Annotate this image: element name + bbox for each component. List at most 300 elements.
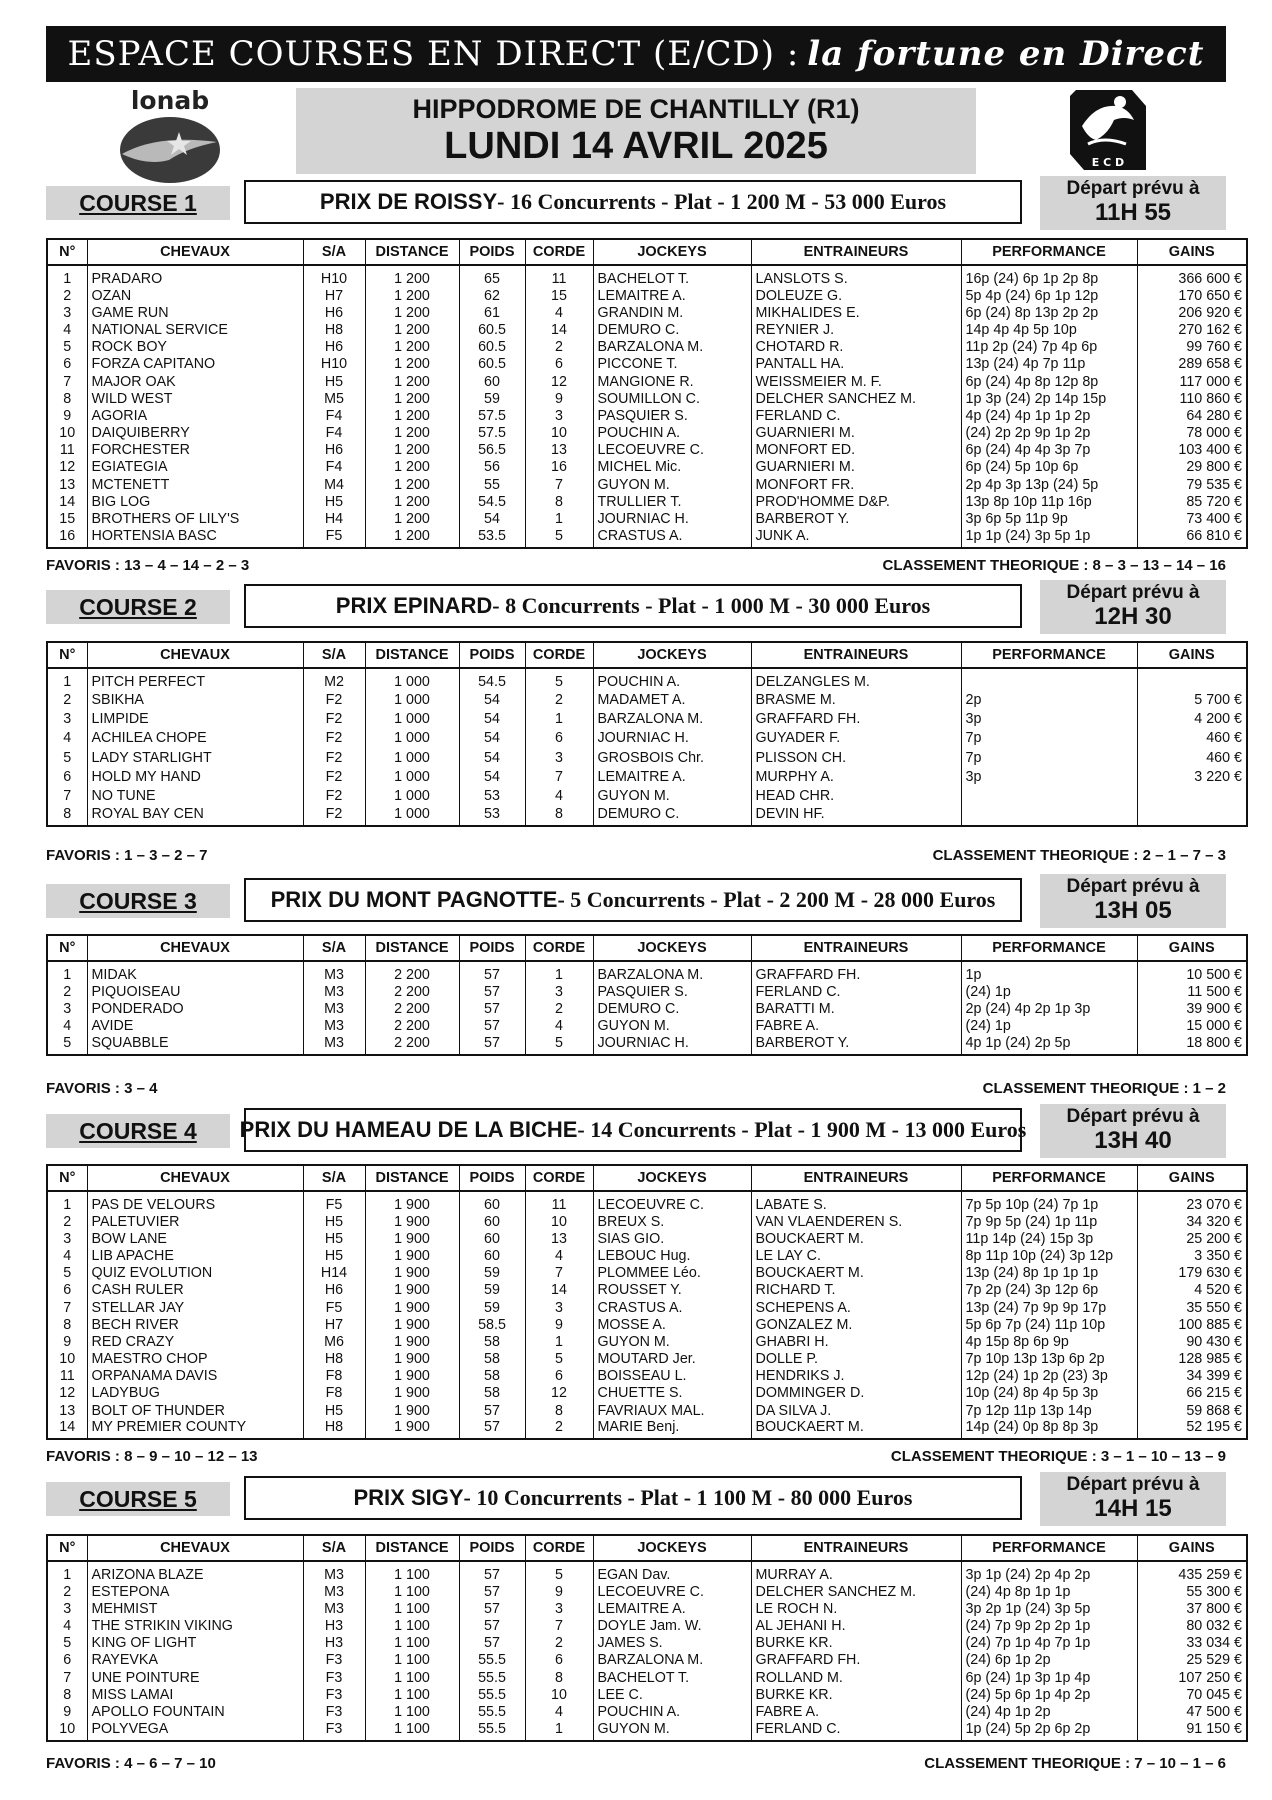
- cell-corde: 5: [525, 1351, 593, 1368]
- cell-corde: 2: [525, 1000, 593, 1017]
- cell-num: 3: [47, 1230, 87, 1247]
- runner-row: [47, 407, 1247, 424]
- depart-label: Départ prévu à: [1066, 876, 1200, 897]
- column-header-distance: DISTANCE: [365, 935, 459, 961]
- cell-performance: (24) 6p 1p 2p: [961, 1652, 1137, 1669]
- cell-num: 10: [47, 1721, 87, 1741]
- cell-corde: 5: [525, 668, 593, 690]
- cell-cheval: GAME RUN: [87, 304, 303, 321]
- cell-distance: 1 000: [365, 668, 459, 690]
- cell-entraineur: BARBEROT Y.: [751, 1035, 961, 1055]
- cell-poids: 53: [459, 786, 525, 805]
- column-header-num: N°: [47, 1165, 87, 1191]
- cell-jockey: GUYON M.: [593, 1721, 751, 1741]
- course-2-label: COURSE 2: [46, 590, 230, 624]
- cell-performance: 3p: [961, 767, 1137, 786]
- course-3-table: [46, 934, 1248, 1056]
- banner-title: ESPACE COURSES EN DIRECT (E/CD) :: [67, 34, 800, 74]
- cell-poids: 56: [459, 459, 525, 476]
- cell-corde: 1: [525, 1333, 593, 1350]
- course-2-details: - 8 Concurrents - Plat - 1 000 M - 30 000 Euros: [492, 593, 931, 618]
- column-header-poids: POIDS: [459, 1165, 525, 1191]
- cell-poids: 60: [459, 1247, 525, 1264]
- cell-sa: M5: [303, 390, 365, 407]
- cell-entraineur: LE LAY C.: [751, 1247, 961, 1264]
- cell-entraineur: GUARNIERI M.: [751, 425, 961, 442]
- cell-poids: 55.5: [459, 1652, 525, 1669]
- cell-cheval: MAJOR OAK: [87, 373, 303, 390]
- cell-distance: 1 200: [365, 265, 459, 287]
- cell-cheval: PITCH PERFECT: [87, 668, 303, 690]
- runner-row: [47, 1333, 1247, 1350]
- cell-corde: 14: [525, 321, 593, 338]
- cell-entraineur: RICHARD T.: [751, 1282, 961, 1299]
- cell-num: 4: [47, 1617, 87, 1634]
- column-header-gains: GAINS: [1137, 239, 1247, 265]
- cell-entraineur: LABATE S.: [751, 1191, 961, 1213]
- cell-num: 15: [47, 510, 87, 527]
- cell-cheval: RED CRAZY: [87, 1333, 303, 1350]
- cell-corde: 9: [525, 1583, 593, 1600]
- cell-entraineur: FERLAND C.: [751, 407, 961, 424]
- cell-jockey: BARZALONA M.: [593, 339, 751, 356]
- cell-num: 7: [47, 1669, 87, 1686]
- cell-gains: 59 868 €: [1137, 1402, 1247, 1419]
- cell-poids: 59: [459, 1282, 525, 1299]
- cell-distance: 1 900: [365, 1351, 459, 1368]
- cell-performance: 14p 4p 4p 5p 10p: [961, 321, 1137, 338]
- cell-sa: H5: [303, 1230, 365, 1247]
- cell-performance: 1p (24) 5p 2p 6p 2p: [961, 1721, 1137, 1741]
- course-4-depart-time: 13H 40: [1094, 1127, 1172, 1154]
- runner-row: [47, 510, 1247, 527]
- cell-cheval: LADY STARLIGHT: [87, 748, 303, 767]
- cell-sa: H3: [303, 1635, 365, 1652]
- cell-corde: 3: [525, 1600, 593, 1617]
- cell-gains: 25 529 €: [1137, 1652, 1247, 1669]
- cell-sa: F3: [303, 1703, 365, 1720]
- cell-sa: H8: [303, 1419, 365, 1439]
- cell-entraineur: BARBEROT Y.: [751, 510, 961, 527]
- cell-corde: 7: [525, 1265, 593, 1282]
- cell-jockey: MOSSE A.: [593, 1316, 751, 1333]
- cell-num: 5: [47, 748, 87, 767]
- cell-distance: 1 200: [365, 356, 459, 373]
- cell-corde: 10: [525, 1213, 593, 1230]
- cell-gains: 85 720 €: [1137, 493, 1247, 510]
- cell-distance: 2 200: [365, 1035, 459, 1055]
- cell-jockey: CHUETTE S.: [593, 1385, 751, 1402]
- cell-corde: 1: [525, 961, 593, 983]
- cell-entraineur: DOLLE P.: [751, 1351, 961, 1368]
- cell-corde: 12: [525, 1385, 593, 1402]
- lonab-logo-text: lonab: [130, 86, 210, 115]
- cell-gains: 460 €: [1137, 729, 1247, 748]
- cell-cheval: LIMPIDE: [87, 709, 303, 728]
- column-header-sa: S/A: [303, 239, 365, 265]
- cell-poids: 58: [459, 1351, 525, 1368]
- cell-num: 9: [47, 1333, 87, 1350]
- cell-sa: H6: [303, 442, 365, 459]
- column-header-gains: GAINS: [1137, 1535, 1247, 1561]
- cell-cheval: MCTENETT: [87, 476, 303, 493]
- cell-gains: 289 658 €: [1137, 356, 1247, 373]
- cell-corde: 1: [525, 709, 593, 728]
- cell-gains: 179 630 €: [1137, 1265, 1247, 1282]
- cell-distance: 1 100: [365, 1721, 459, 1741]
- runner-row: [47, 1018, 1247, 1035]
- cell-gains: 29 800 €: [1137, 459, 1247, 476]
- cell-performance: 12p (24) 1p 2p (23) 3p: [961, 1368, 1137, 1385]
- cell-performance: 6p (24) 5p 10p 6p: [961, 459, 1137, 476]
- cell-jockey: GUYON M.: [593, 476, 751, 493]
- cell-poids: 60: [459, 373, 525, 390]
- cell-poids: 57: [459, 1000, 525, 1017]
- runner-row: [47, 493, 1247, 510]
- cell-performance: (24) 7p 1p 4p 7p 1p: [961, 1635, 1137, 1652]
- cell-num: 9: [47, 1703, 87, 1720]
- cell-poids: 61: [459, 304, 525, 321]
- column-header-entraineur: ENTRAINEURS: [751, 1535, 961, 1561]
- column-header-distance: DISTANCE: [365, 642, 459, 668]
- cell-entraineur: LE ROCH N.: [751, 1600, 961, 1617]
- cell-distance: 1 000: [365, 709, 459, 728]
- cell-entraineur: BOUCKAERT M.: [751, 1265, 961, 1282]
- cell-entraineur: DA SILVA J.: [751, 1402, 961, 1419]
- cell-cheval: PAS DE VELOURS: [87, 1191, 303, 1213]
- column-header-corde: CORDE: [525, 642, 593, 668]
- cell-poids: 57: [459, 961, 525, 983]
- cell-distance: 1 900: [365, 1419, 459, 1439]
- cell-num: 2: [47, 690, 87, 709]
- cell-entraineur: BURKE KR.: [751, 1686, 961, 1703]
- cell-performance: 2p 4p 3p 13p (24) 5p: [961, 476, 1137, 493]
- column-header-entraineur: ENTRAINEURS: [751, 1165, 961, 1191]
- cell-entraineur: CHOTARD R.: [751, 339, 961, 356]
- cell-performance: 14p (24) 0p 8p 8p 3p: [961, 1419, 1137, 1439]
- cell-cheval: MY PREMIER COUNTY: [87, 1419, 303, 1439]
- cell-cheval: STELLAR JAY: [87, 1299, 303, 1316]
- cell-sa: F2: [303, 709, 365, 728]
- column-header-sa: S/A: [303, 1165, 365, 1191]
- runner-row: [47, 786, 1247, 805]
- cell-num: 12: [47, 1385, 87, 1402]
- cell-gains: [1137, 668, 1247, 690]
- cell-distance: 1 900: [365, 1333, 459, 1350]
- cell-sa: F4: [303, 407, 365, 424]
- cell-gains: 4 200 €: [1137, 709, 1247, 728]
- cell-jockey: LEBOUC Hug.: [593, 1247, 751, 1264]
- cell-entraineur: VAN VLAENDEREN S.: [751, 1213, 961, 1230]
- cell-num: 6: [47, 1652, 87, 1669]
- runner-row: [47, 459, 1247, 476]
- cell-performance: 1p 3p (24) 2p 14p 15p: [961, 390, 1137, 407]
- course-5-header: [0, 1472, 1272, 1534]
- cell-gains: 110 860 €: [1137, 390, 1247, 407]
- column-header-sa: S/A: [303, 642, 365, 668]
- cell-gains: 460 €: [1137, 748, 1247, 767]
- cell-gains: 78 000 €: [1137, 425, 1247, 442]
- runner-row: [47, 961, 1247, 983]
- cell-gains: 103 400 €: [1137, 442, 1247, 459]
- cell-performance: 5p 4p (24) 6p 1p 12p: [961, 287, 1137, 304]
- cell-jockey: POUCHIN A.: [593, 668, 751, 690]
- cell-distance: 1 100: [365, 1703, 459, 1720]
- cell-entraineur: AL JEHANI H.: [751, 1617, 961, 1634]
- cell-performance: 3p 1p (24) 2p 4p 2p: [961, 1561, 1137, 1583]
- runner-row: [47, 1316, 1247, 1333]
- runner-row: [47, 1247, 1247, 1264]
- cell-poids: 57: [459, 1600, 525, 1617]
- cell-sa: F2: [303, 786, 365, 805]
- cell-entraineur: FERLAND C.: [751, 1721, 961, 1741]
- cell-distance: 2 200: [365, 961, 459, 983]
- cell-num: 2: [47, 983, 87, 1000]
- course-3-prix: PRIX DU MONT PAGNOTTE: [270, 887, 558, 912]
- cell-performance: [961, 668, 1137, 690]
- cell-sa: M3: [303, 1600, 365, 1617]
- cell-poids: 55.5: [459, 1686, 525, 1703]
- cell-entraineur: GRAFFARD FH.: [751, 961, 961, 983]
- cell-jockey: TRULLIER T.: [593, 493, 751, 510]
- course-5-details: - 10 Concurrents - Plat - 1 100 M - 80 000 Euros: [463, 1485, 913, 1510]
- course-5-label: COURSE 5: [46, 1482, 230, 1516]
- depart-label: Départ prévu à: [1066, 582, 1200, 603]
- course-3-header: [0, 874, 1272, 936]
- cell-jockey: BREUX S.: [593, 1213, 751, 1230]
- runner-row: [47, 287, 1247, 304]
- cell-entraineur: LANSLOTS S.: [751, 265, 961, 287]
- cell-jockey: GUYON M.: [593, 786, 751, 805]
- cell-performance: (24) 1p: [961, 983, 1137, 1000]
- cell-jockey: LECOEUVRE C.: [593, 1191, 751, 1213]
- cell-distance: 1 000: [365, 786, 459, 805]
- cell-performance: (24) 5p 6p 1p 4p 2p: [961, 1686, 1137, 1703]
- cell-entraineur: FABRE A.: [751, 1018, 961, 1035]
- cell-corde: 7: [525, 1617, 593, 1634]
- cell-sa: F3: [303, 1721, 365, 1741]
- course-1-depart-time: 11H 55: [1094, 199, 1172, 226]
- course-2-table: [46, 641, 1248, 827]
- cell-poids: 58: [459, 1385, 525, 1402]
- cell-gains: 128 985 €: [1137, 1351, 1247, 1368]
- cell-num: 5: [47, 1035, 87, 1055]
- cell-jockey: MARIE Benj.: [593, 1419, 751, 1439]
- cell-cheval: CASH RULER: [87, 1282, 303, 1299]
- course-4-label: COURSE 4: [46, 1114, 230, 1148]
- cell-performance: 7p 9p 5p (24) 1p 11p: [961, 1213, 1137, 1230]
- cell-performance: (24) 4p 1p 2p: [961, 1703, 1137, 1720]
- cell-distance: 1 100: [365, 1669, 459, 1686]
- cell-sa: M3: [303, 1561, 365, 1583]
- cell-sa: F5: [303, 1299, 365, 1316]
- cell-num: 6: [47, 767, 87, 786]
- cell-poids: 59: [459, 1265, 525, 1282]
- cell-distance: 1 200: [365, 442, 459, 459]
- cell-poids: 55.5: [459, 1721, 525, 1741]
- course-4-details: - 14 Concurrents - Plat - 1 900 M - 13 000 Euros: [577, 1117, 1027, 1142]
- cell-sa: H4: [303, 510, 365, 527]
- runner-row: [47, 709, 1247, 728]
- cell-entraineur: DOLEUZE G.: [751, 287, 961, 304]
- cell-performance: 11p 14p (24) 15p 3p: [961, 1230, 1137, 1247]
- cell-sa: H5: [303, 373, 365, 390]
- cell-distance: 1 200: [365, 493, 459, 510]
- cell-cheval: QUIZ EVOLUTION: [87, 1265, 303, 1282]
- cell-cheval: PALETUVIER: [87, 1213, 303, 1230]
- cell-performance: 7p: [961, 729, 1137, 748]
- cell-jockey: EGAN Dav.: [593, 1561, 751, 1583]
- cell-jockey: MICHEL Mic.: [593, 459, 751, 476]
- column-header-jockey: JOCKEYS: [593, 239, 751, 265]
- cell-sa: H6: [303, 339, 365, 356]
- cell-poids: 54: [459, 748, 525, 767]
- cell-performance: 4p 15p 8p 6p 9p: [961, 1333, 1137, 1350]
- column-header-cheval: CHEVAUX: [87, 642, 303, 668]
- cell-distance: 2 200: [365, 1000, 459, 1017]
- course-2-header: [0, 580, 1272, 642]
- cell-gains: 64 280 €: [1137, 407, 1247, 424]
- column-header-entraineur: ENTRAINEURS: [751, 642, 961, 668]
- cell-jockey: BARZALONA M.: [593, 1652, 751, 1669]
- column-header-sa: S/A: [303, 1535, 365, 1561]
- cell-corde: 8: [525, 1669, 593, 1686]
- cell-performance: 11p 2p (24) 7p 4p 6p: [961, 339, 1137, 356]
- column-header-cheval: CHEVAUX: [87, 239, 303, 265]
- cell-gains: 18 800 €: [1137, 1035, 1247, 1055]
- cell-distance: 1 000: [365, 748, 459, 767]
- course-4-table: [46, 1164, 1248, 1440]
- cell-poids: 60.5: [459, 356, 525, 373]
- cell-poids: 54.5: [459, 493, 525, 510]
- cell-poids: 58: [459, 1333, 525, 1350]
- cell-performance: 7p 5p 10p (24) 7p 1p: [961, 1191, 1137, 1213]
- course-2-favoris: FAVORIS : 1 – 3 – 2 – 7: [46, 847, 208, 864]
- cell-distance: 1 900: [365, 1316, 459, 1333]
- cell-corde: 3: [525, 407, 593, 424]
- cell-cheval: EGIATEGIA: [87, 459, 303, 476]
- column-header-cheval: CHEVAUX: [87, 1535, 303, 1561]
- runner-row: [47, 1583, 1247, 1600]
- cell-sa: M3: [303, 1000, 365, 1017]
- cell-jockey: JOURNIAC H.: [593, 1035, 751, 1055]
- runner-row: [47, 356, 1247, 373]
- cell-sa: H6: [303, 304, 365, 321]
- cell-num: 1: [47, 961, 87, 983]
- runner-row: [47, 1282, 1247, 1299]
- cell-corde: 3: [525, 1299, 593, 1316]
- cell-jockey: DOYLE Jam. W.: [593, 1617, 751, 1634]
- runner-row: [47, 1669, 1247, 1686]
- cell-performance: 7p: [961, 748, 1137, 767]
- cell-jockey: CRASTUS A.: [593, 528, 751, 548]
- cell-sa: H14: [303, 1265, 365, 1282]
- cell-cheval: HORTENSIA BASC: [87, 528, 303, 548]
- runner-row: [47, 1000, 1247, 1017]
- runner-row: [47, 1230, 1247, 1247]
- runner-row: [47, 304, 1247, 321]
- runner-row: [47, 373, 1247, 390]
- cell-num: 7: [47, 1299, 87, 1316]
- cell-num: 8: [47, 1686, 87, 1703]
- cell-jockey: JOURNIAC H.: [593, 729, 751, 748]
- cell-poids: 57: [459, 1402, 525, 1419]
- cell-sa: H10: [303, 356, 365, 373]
- cell-jockey: SIAS GIO.: [593, 1230, 751, 1247]
- cell-poids: 56.5: [459, 442, 525, 459]
- cell-cheval: UNE POINTURE: [87, 1669, 303, 1686]
- cell-entraineur: BOUCKAERT M.: [751, 1419, 961, 1439]
- cell-distance: 1 100: [365, 1600, 459, 1617]
- cell-poids: 57: [459, 1018, 525, 1035]
- cell-jockey: JAMES S.: [593, 1635, 751, 1652]
- cell-gains: 34 320 €: [1137, 1213, 1247, 1230]
- cell-corde: 13: [525, 1230, 593, 1247]
- cell-poids: 57.5: [459, 407, 525, 424]
- cell-corde: 1: [525, 510, 593, 527]
- runner-row: [47, 1265, 1247, 1282]
- cell-entraineur: FERLAND C.: [751, 983, 961, 1000]
- cell-performance: 6p (24) 4p 4p 3p 7p: [961, 442, 1137, 459]
- cell-corde: 7: [525, 767, 593, 786]
- cell-entraineur: BARATTI M.: [751, 1000, 961, 1017]
- cell-corde: 12: [525, 373, 593, 390]
- cell-sa: F2: [303, 690, 365, 709]
- cell-cheval: POLYVEGA: [87, 1721, 303, 1741]
- cell-jockey: PLOMMEE Léo.: [593, 1265, 751, 1282]
- column-header-poids: POIDS: [459, 642, 525, 668]
- cell-corde: 4: [525, 786, 593, 805]
- cell-performance: (24) 1p: [961, 1018, 1137, 1035]
- cell-performance: 3p 2p 1p (24) 3p 5p: [961, 1600, 1137, 1617]
- column-header-cheval: CHEVAUX: [87, 935, 303, 961]
- cell-gains: 5 700 €: [1137, 690, 1247, 709]
- column-header-gains: GAINS: [1137, 1165, 1247, 1191]
- cell-corde: 4: [525, 1703, 593, 1720]
- column-header-performance: PERFORMANCE: [961, 935, 1137, 961]
- runner-row: [47, 748, 1247, 767]
- cell-distance: 1 200: [365, 476, 459, 493]
- column-header-corde: CORDE: [525, 1165, 593, 1191]
- header-banner: [46, 26, 1226, 82]
- cell-entraineur: MIKHALIDES E.: [751, 304, 961, 321]
- cell-sa: F5: [303, 1191, 365, 1213]
- cell-poids: 57: [459, 1035, 525, 1055]
- cell-poids: 54: [459, 510, 525, 527]
- cell-poids: 54: [459, 729, 525, 748]
- cell-distance: 1 200: [365, 339, 459, 356]
- cell-entraineur: DELCHER SANCHEZ M.: [751, 390, 961, 407]
- course-2-classement: CLASSEMENT THEORIQUE : 2 – 1 – 7 – 3: [932, 847, 1226, 864]
- runner-row: [47, 1635, 1247, 1652]
- cell-corde: 13: [525, 442, 593, 459]
- cell-cheval: ORPANAMA DAVIS: [87, 1368, 303, 1385]
- cell-cheval: THE STRIKIN VIKING: [87, 1617, 303, 1634]
- cell-num: 1: [47, 1191, 87, 1213]
- cell-poids: 55: [459, 476, 525, 493]
- cell-gains: 91 150 €: [1137, 1721, 1247, 1741]
- cell-entraineur: GRAFFARD FH.: [751, 709, 961, 728]
- cell-entraineur: PANTALL HA.: [751, 356, 961, 373]
- cell-jockey: PASQUIER S.: [593, 407, 751, 424]
- cell-distance: 1 200: [365, 510, 459, 527]
- cell-cheval: MEHMIST: [87, 1600, 303, 1617]
- cell-performance: 7p 12p 11p 13p 14p: [961, 1402, 1137, 1419]
- cell-jockey: MADAMET A.: [593, 690, 751, 709]
- cell-corde: 8: [525, 806, 593, 826]
- cell-num: 5: [47, 1265, 87, 1282]
- course-2-prix: PRIX EPINARD: [335, 593, 493, 618]
